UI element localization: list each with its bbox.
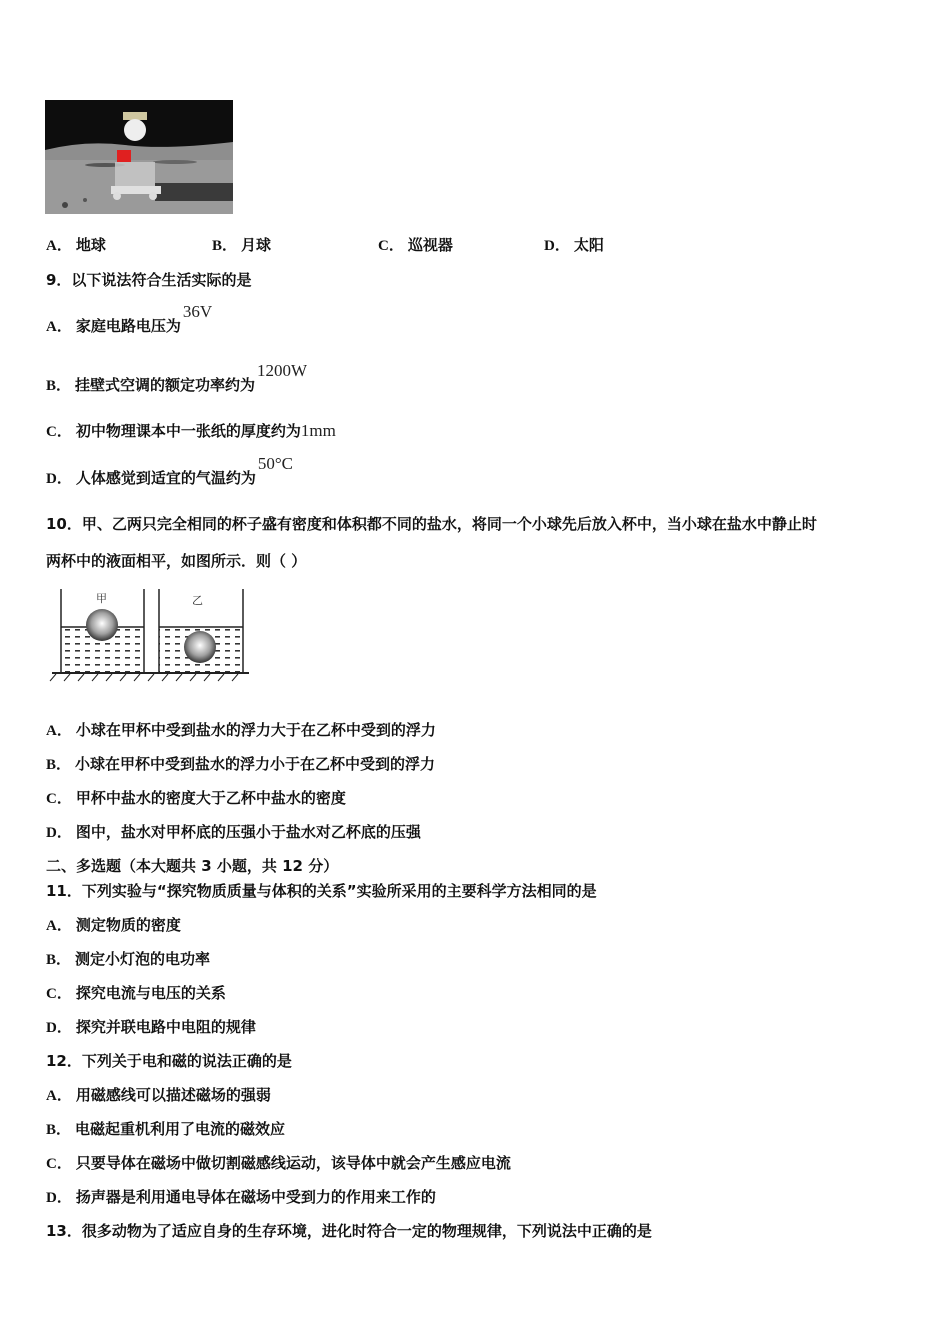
lunar-rover-image xyxy=(45,100,233,214)
q8-option-c[interactable]: C． 巡视器 xyxy=(378,236,453,254)
q12-option-d[interactable]: D． 扬声器是利用通电导体在磁场中受到力的作用来工作的 xyxy=(46,1188,436,1206)
q10-option-b[interactable]: B． 小球在甲杯中受到盐水的浮力小于在乙杯中受到的浮力 xyxy=(46,755,436,773)
q11-option-a[interactable]: A． 测定物质的密度 xyxy=(46,916,181,934)
two-cups-figure xyxy=(44,584,254,688)
q10-option-a[interactable]: A． 小球在甲杯中受到盐水的浮力大于在乙杯中受到的浮力 xyxy=(46,721,436,739)
q9-option-a[interactable]: A． 家庭电路电压为36V xyxy=(46,302,213,335)
q9-option-b[interactable]: B． 挂壁式空调的额定功率约为1200W xyxy=(46,361,308,394)
q12-stem: 12．下列关于电和磁的说法正确的是 xyxy=(46,1052,292,1070)
q11-option-c[interactable]: C． 探究电流与电压的关系 xyxy=(46,984,226,1002)
q9-option-d[interactable]: D． 人体感觉到适宜的气温约为50°C xyxy=(46,454,293,487)
q10-option-c[interactable]: C． 甲杯中盐水的密度大于乙杯中盐水的密度 xyxy=(46,789,346,807)
q9-option-c[interactable]: C． 初中物理课本中一张纸的厚度约为1mm xyxy=(46,421,336,440)
q12-option-b[interactable]: B． 电磁起重机利用了电流的磁效应 xyxy=(46,1120,286,1138)
q10-stem-line1: 10．甲、乙两只完全相同的杯子盛有密度和体积都不同的盐水，将同一个小球先后放入杯中，当小球在盐水中静止时 xyxy=(46,515,817,533)
q11-stem: 11．下列实验与“探究物质质量与体积的关系”实验所采用的主要科学方法相同的是 xyxy=(46,882,597,900)
q8-option-b[interactable]: B． 月球 xyxy=(212,236,272,254)
q10-stem-line2: 两杯中的液面相平，如图所示．则（ ） xyxy=(46,552,307,570)
q10-option-d[interactable]: D． 图中，盐水对甲杯底的压强小于盐水对乙杯底的压强 xyxy=(46,823,421,841)
q11-option-d[interactable]: D． 探究并联电路中电阻的规律 xyxy=(46,1018,256,1036)
section-title: 二、多选题（本大题共 3 小题，共 12 分） xyxy=(46,857,339,875)
q12-option-a[interactable]: A． 用磁感线可以描述磁场的强弱 xyxy=(46,1086,271,1104)
q12-option-c[interactable]: C． 只要导体在磁场中做切割磁感线运动，该导体中就会产生感应电流 xyxy=(46,1154,511,1172)
q13-stem: 13．很多动物为了适应自身的生存环境，进化时符合一定的物理规律，下列说法中正确的是 xyxy=(46,1222,652,1240)
q11-option-b[interactable]: B． 测定小灯泡的电功率 xyxy=(46,950,211,968)
q8-option-d[interactable]: D． 太阳 xyxy=(544,236,604,254)
cup-left-label: 甲 xyxy=(96,592,107,605)
q8-option-a[interactable]: A． 地球 xyxy=(46,236,106,254)
q8-options xyxy=(46,235,710,256)
q9-stem: 9．以下说法符合生活实际的是 xyxy=(46,271,252,289)
cup-right-label: 乙 xyxy=(192,594,203,607)
